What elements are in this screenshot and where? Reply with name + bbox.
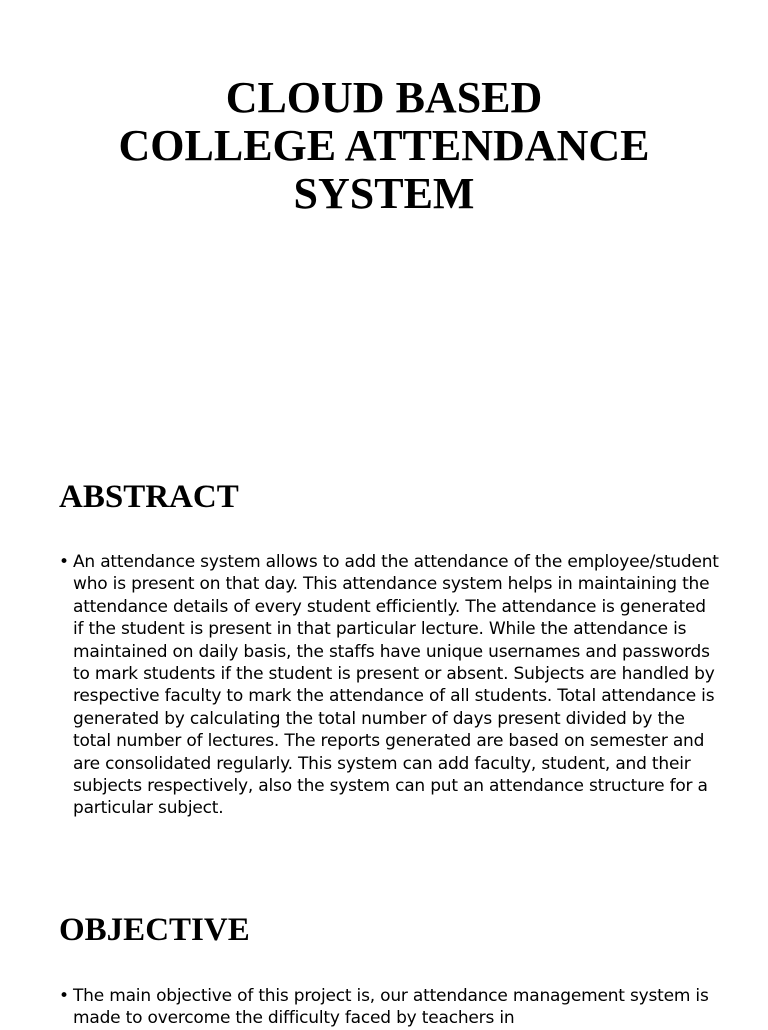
title-line-3: SYSTEM (293, 169, 475, 218)
abstract-text: An attendance system allows to add the attendance of the employee/student who is present on that day. This attendance system helps in maintaining the attendance details of every student efficiently. The attendance is generated if the student is present in that particular lecture. While the attendance is maintained on daily basis, the staffs have unique usernames and passwords to mark students if the student is present or absent. Subjects are handled by respective faculty to mark the attendance of all students. Total attendance is generated by calculating the total number of days present divided by the total number of lectures. The reports generated are based on semester and are consolidated regularly. This system can add faculty, student, and their subjects respectively, also the system can put an attendance structure for a particular subject. (73, 552, 719, 819)
objective-bullet (59, 985, 719, 1030)
bullet-icon: • (59, 552, 70, 572)
abstract-heading: ABSTRACT (59, 479, 239, 515)
bullet-icon: • (59, 986, 70, 1006)
title-line-2: COLLEGE ATTENDANCE (118, 121, 650, 170)
objective-heading: OBJECTIVE (59, 912, 250, 948)
page-title (0, 74, 768, 218)
objective-text: The main objective of this project is, our attendance management system is made to overcome the difficulty faced by teachers in (73, 986, 709, 1029)
abstract-bullet (59, 551, 719, 820)
title-line-1: CLOUD BASED (225, 73, 543, 122)
